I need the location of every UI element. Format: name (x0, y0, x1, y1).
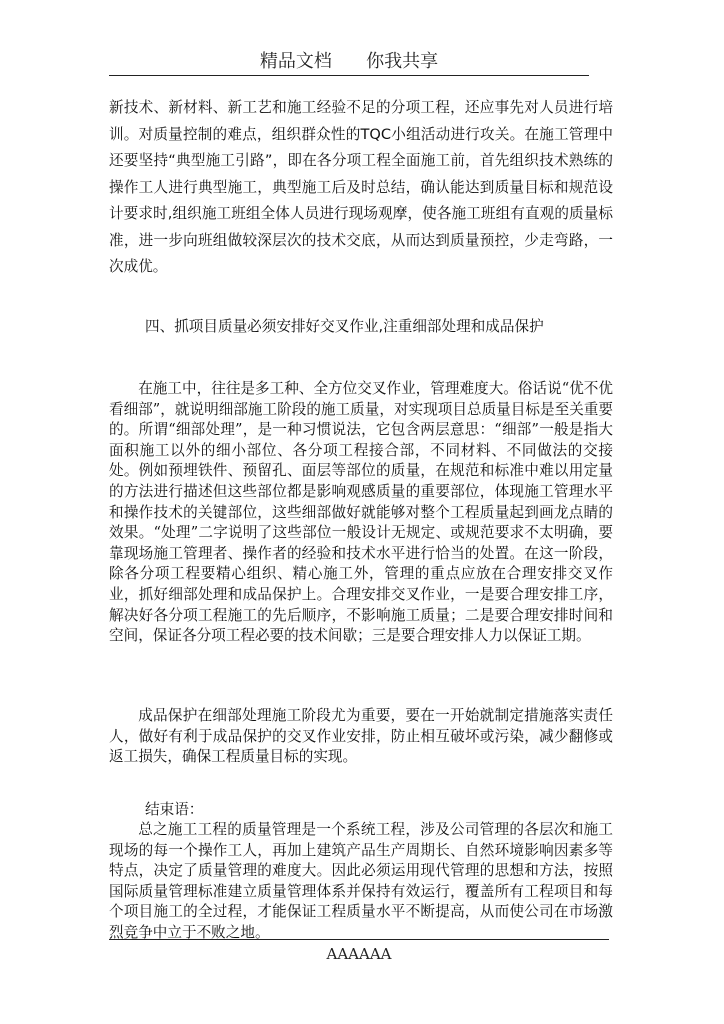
section-heading-4: 四、抓项目质量必须安排好交叉作业,注重细部处理和成品保护 (145, 318, 544, 335)
paragraph-training-and-typical-construction: 新技术、新材料、新工艺和施工经验不足的分项工程，还应事先对人员进行培训。对质量控制的难点，组织群众性的TQC小组活动进行攻关。在施工管理中还要坚持“典型施工引路”，即在各分项工程全面施工前，首先组织技术熟练的操作工人进行典型施工，典型施工后及时总结，确认能达到质量目标和规范设计要求时,组织施工班组全体人员进行现场观摩，使各施工班组有直观的质量标准，进一步向班组做较深层次的技术交底，从而达到质量预控，少走弯路，一次成优。 (109, 99, 613, 275)
page-header: 精品文档 你我共享 (259, 51, 439, 72)
page-footer: AAAAAA (326, 945, 392, 963)
footer-divider (109, 939, 609, 940)
paragraph-conclusion: 总之施工工程的质量管理是一个系统工程，涉及公司管理的各层次和施工现场的每一个操作工人，再加上建筑产品生产周期长、自然环境影响因素多等特点，决定了质量管理的难度大。因此必须运用现代管理的思想和方法，按照国际质量管理标准建立质量管理体系并保持有效运行，覆盖所有工程项目和每个项目施工的全过程，才能保证工程质量水平不断提高，从而使公司在市场激烈竞争中立于不败之地。 (109, 821, 613, 941)
paragraph-cross-operation-detail-handling: 在施工中，往往是多工种、全方位交叉作业，管理难度大。俗话说“优不优看细部”，就说明细部施工阶段的施工质量，对实现项目总质量目标是至关重要的。所谓“细部处理”，是一种习惯说法，它包含两层意思：“细部”一般是指大面积施工以外的细小部位、各分项工程接合部，不同材料、不同做法的交接处。例如预埋铁件、预留孔、面层等部位的质量，在规范和标准中难以用定量的方法进行描述但这些部位都是影响观感质量的重要部位，体现施工管理水平和操作技术的关键部位，这些细部做好就能够对整个工程质量起到画龙点睛的效果。“处理”二字说明了这些部位一般设计无规定、或规范要求不太明确，要靠现场施工管理者、操作者的经验和技术水平进行恰当的处置。在这一阶段，除各分项工程要精心组织、精心施工外，管理的重点应放在合理安排交叉作业，抓好细部处理和成品保护上。合理安排交叉作业，一是要合理安排工序，解决好各分项工程施工的先后顺序，不影响施工质量；二是要合理安排时间和空间，保证各分项工程必要的技术间歇；三是要合理安排人力以保证工期。 (109, 380, 613, 645)
paragraph-finished-product-protection: 成品保护在细部处理施工阶段尤为重要，要在一开始就制定措施落实责任人，做好有利于成品保护的交叉作业安排，防止相互破坏或污染，减少翻修或返工损失，确保工程质量目标的实现。 (109, 707, 613, 766)
conclusion-heading: 结束语： (145, 801, 204, 818)
header-divider (109, 75, 589, 76)
